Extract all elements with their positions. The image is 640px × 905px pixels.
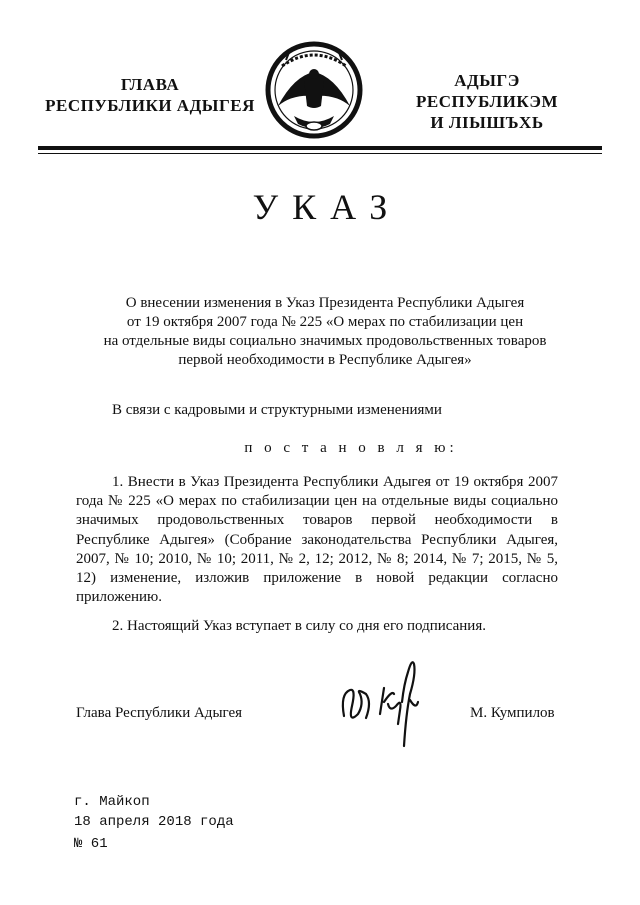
issue-date: 18 апреля 2018 года	[74, 814, 234, 830]
issuer-header-russian	[40, 74, 260, 116]
handwritten-signature	[336, 654, 446, 754]
header-rule-thin	[38, 153, 602, 154]
decree-word: п о с т а н о в л я ю:	[244, 440, 458, 456]
subject-line: на отдельные виды социально значимых продовольственных товаров	[103, 333, 547, 349]
subject-line: от 19 октября 2007 года № 225 «О мерах по стабилизации цен	[126, 314, 524, 330]
document-subject	[90, 294, 560, 370]
issuer-header-adyghe-line2: И ЛІЫШЪХЬ	[430, 113, 544, 132]
signer-name: М. Кумпилов	[470, 705, 555, 721]
signer-title: Глава Республики Адыгея	[76, 705, 243, 721]
coat-of-arms-icon	[264, 36, 364, 144]
subject-line: О внесении изменения в Указ Президента Республики Адыгея	[125, 295, 525, 311]
header-rule-thick	[38, 146, 602, 150]
issuer-header-adyghe-line1: АДЫГЭ РЕСПУБЛИКЭМ	[415, 71, 558, 111]
intro-paragraph: В связи с кадровыми и структурными изменениями	[112, 402, 442, 418]
issuer-header-adyghe	[392, 70, 582, 133]
issuer-header-line2: РЕСПУБЛИКИ АДЫГЕЯ	[45, 96, 255, 115]
document-number: № 61	[74, 836, 108, 852]
decree-item-2: 2. Настоящий Указ вступает в силу со дня его подписания.	[112, 618, 486, 634]
issuer-header-line1: ГЛАВА	[120, 75, 180, 94]
subject-line: первой необходимости в Республике Адыгея»	[178, 352, 472, 368]
document-title: УКАЗ	[252, 187, 402, 227]
issue-place: г. Майкоп	[74, 794, 150, 810]
decree-item-1: 1. Внести в Указ Президента Республики Адыгея от 19 октября 2007 года № 225 «О мерах по стабилизации цен на отдельные виды социально значимых продовольственных товаров первой необходимости в Республике Адыгея» (Собрание законодательства Республики Адыгея, 2007, № 10; 2010, № 10; 2011, № 2, 12; 2012, № 8; 2014, № 7; 2015, № 5, 12) изменение, изложив приложение в новой редакции согласно приложению.	[76, 474, 558, 606]
